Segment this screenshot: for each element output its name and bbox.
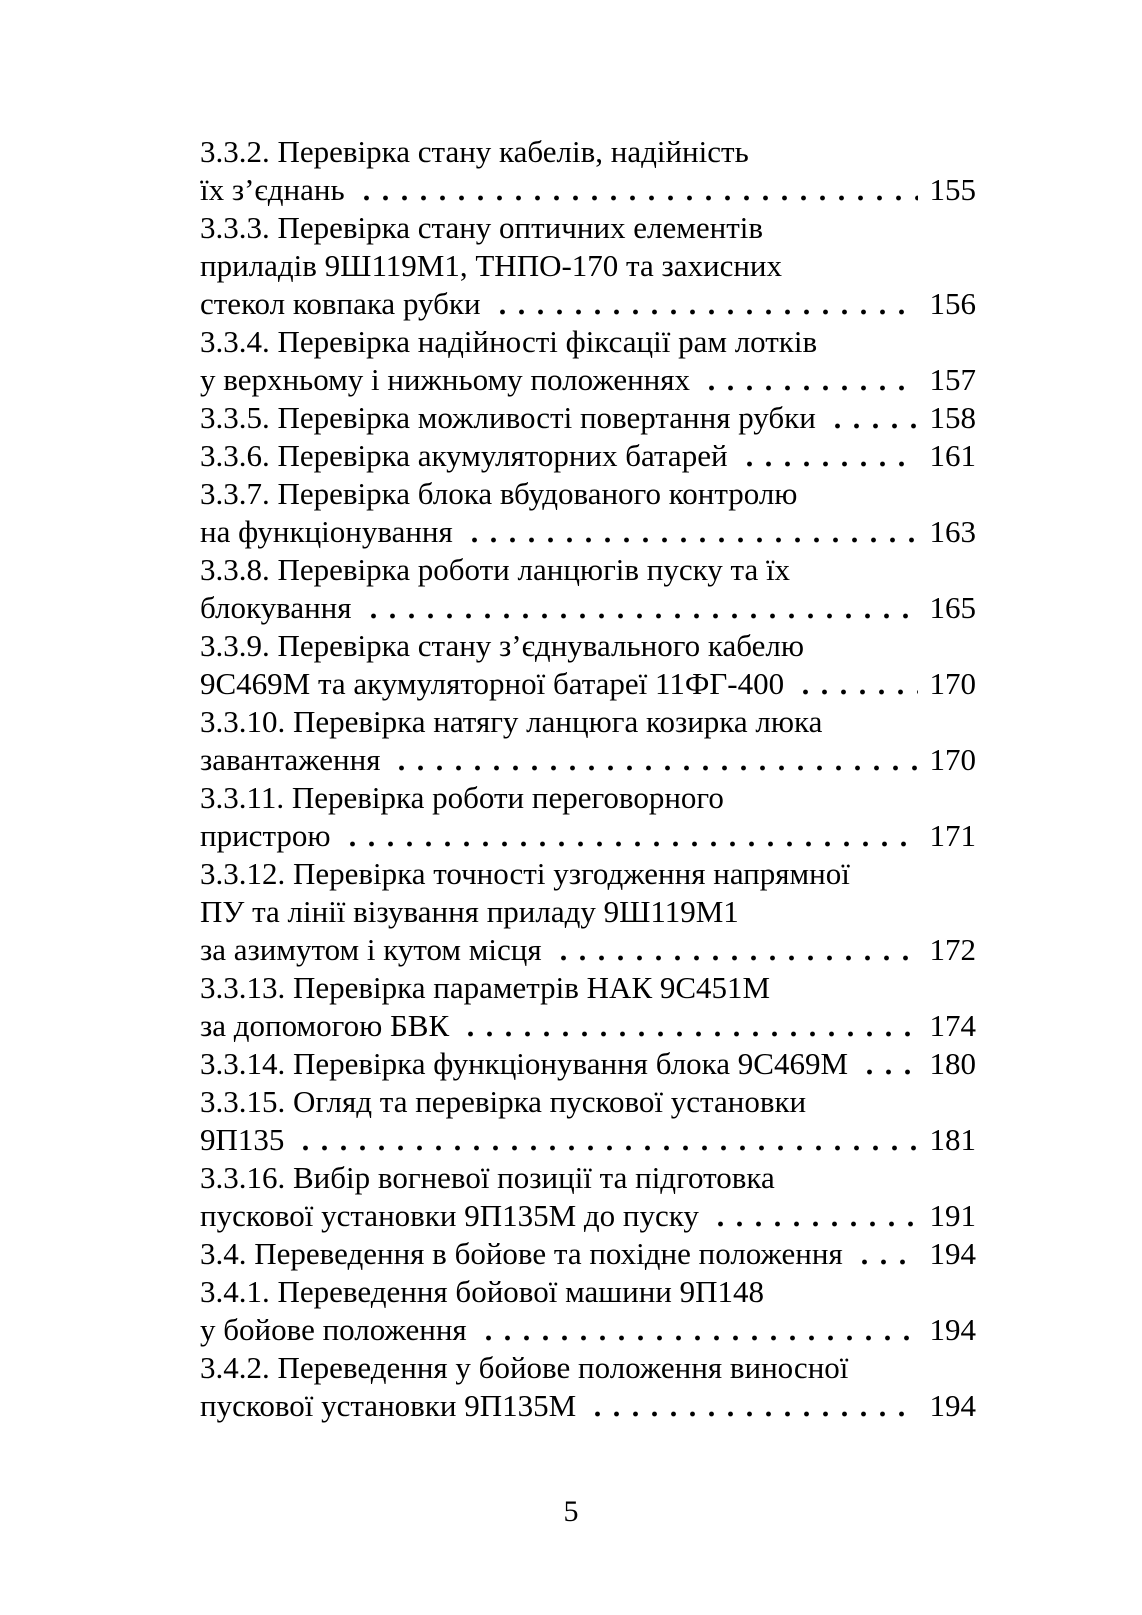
toc-line bbox=[200, 513, 976, 551]
toc-entry-text: приладів 9Ш119М1, ТНПО-170 та захисних bbox=[200, 248, 783, 283]
toc-entry-text: 3.4.2. Переведення у бойове положення виносної bbox=[200, 1350, 849, 1385]
toc-line bbox=[200, 361, 976, 399]
toc-line bbox=[200, 931, 976, 969]
toc-line bbox=[200, 1273, 976, 1311]
dot-leader bbox=[711, 1197, 918, 1235]
toc-line bbox=[200, 741, 976, 779]
table-of-contents bbox=[200, 133, 976, 1425]
toc-page-number: 158 bbox=[929, 400, 976, 435]
toc-entry-text: на функціонування bbox=[200, 514, 453, 549]
toc-line bbox=[200, 1349, 976, 1387]
toc-line bbox=[200, 1083, 976, 1121]
toc-page-number: 171 bbox=[929, 818, 976, 853]
toc-line bbox=[200, 779, 976, 817]
toc-page-number: 170 bbox=[929, 742, 976, 777]
toc-line bbox=[200, 323, 976, 361]
toc-line bbox=[200, 437, 976, 475]
dot-leader bbox=[588, 1387, 918, 1425]
toc-entry-text: 3.3.12. Перевірка точності узгодження напрямної bbox=[200, 856, 850, 891]
toc-line bbox=[200, 1197, 976, 1235]
toc-entry-text: 3.3.16. Вибір вогневої позиції та підготовка bbox=[200, 1160, 775, 1195]
dot-leader bbox=[855, 1235, 918, 1273]
toc-entry-text: 3.3.15. Огляд та перевірка пускової установки bbox=[200, 1084, 807, 1119]
dot-leader bbox=[860, 1045, 918, 1083]
toc-page-number: 194 bbox=[929, 1236, 976, 1271]
toc-entry-text: завантаження bbox=[200, 742, 381, 777]
dot-leader bbox=[796, 665, 918, 703]
toc-entry-text: 3.3.4. Перевірка надійності фіксації рам лотків bbox=[200, 324, 818, 359]
dot-leader bbox=[493, 285, 918, 323]
dot-leader bbox=[465, 513, 918, 551]
dot-leader bbox=[461, 1007, 918, 1045]
toc-page-number: 156 bbox=[929, 286, 976, 321]
toc-entry-text: 3.3.7. Перевірка блока вбудованого контролю bbox=[200, 476, 798, 511]
toc-line bbox=[200, 475, 976, 513]
toc-line bbox=[200, 893, 976, 931]
toc-page-number: 165 bbox=[929, 590, 976, 625]
toc-page-number: 172 bbox=[929, 932, 976, 967]
toc-page-number: 191 bbox=[929, 1198, 976, 1233]
toc-entry-text: 3.4. Переведення в бойове та похідне положення bbox=[200, 1236, 843, 1271]
toc-entry-text: 3.3.10. Перевірка натягу ланцюга козирка люка bbox=[200, 704, 823, 739]
toc-page-number: 157 bbox=[929, 362, 976, 397]
dot-leader bbox=[740, 437, 918, 475]
toc-entry-text: 9С469М та акумуляторної батареї 11ФГ-400 bbox=[200, 666, 785, 701]
toc-entry-text: 3.4.1. Переведення бойової машини 9П148 bbox=[200, 1274, 765, 1309]
dot-leader bbox=[392, 741, 918, 779]
dot-leader bbox=[554, 931, 918, 969]
dot-leader bbox=[364, 589, 918, 627]
toc-entry-text: за азимутом і кутом місця bbox=[200, 932, 542, 967]
toc-line bbox=[200, 171, 976, 209]
toc-page-number: 194 bbox=[929, 1388, 976, 1423]
toc-entry-text: 9П135 bbox=[200, 1122, 285, 1157]
dot-leader bbox=[702, 361, 918, 399]
toc-entry-text: 3.3.13. Перевірка параметрів НАК 9С451М bbox=[200, 970, 771, 1005]
dot-leader bbox=[828, 399, 918, 437]
toc-line bbox=[200, 1007, 976, 1045]
toc-line bbox=[200, 285, 976, 323]
toc-line bbox=[200, 589, 976, 627]
toc-line bbox=[200, 703, 976, 741]
toc-line bbox=[200, 1045, 976, 1083]
toc-line bbox=[200, 1311, 976, 1349]
toc-page-number: 174 bbox=[929, 1008, 976, 1043]
toc-entry-text: пускової установки 9П135М до пуску bbox=[200, 1198, 699, 1233]
dot-leader bbox=[343, 817, 918, 855]
toc-entry-text: 3.3.11. Перевірка роботи переговорного bbox=[200, 780, 724, 815]
toc-line bbox=[200, 855, 976, 893]
toc-entry-text: 3.3.14. Перевірка функціонування блока 9С469М bbox=[200, 1046, 849, 1081]
toc-line bbox=[200, 209, 976, 247]
toc-page-number: 181 bbox=[929, 1122, 976, 1157]
dot-leader bbox=[479, 1311, 918, 1349]
toc-page-number: 163 bbox=[929, 514, 976, 549]
toc-line bbox=[200, 1235, 976, 1273]
toc-page-number: 155 bbox=[929, 172, 976, 207]
toc-line bbox=[200, 1159, 976, 1197]
toc-entry-text: за допомогою БВК bbox=[200, 1008, 450, 1043]
toc-entry-text: у бойове положення bbox=[200, 1312, 467, 1347]
toc-entry-text: 3.3.2. Перевірка стану кабелів, надійність bbox=[200, 134, 749, 169]
toc-page-number: 161 bbox=[929, 438, 976, 473]
toc-entry-text: їх з’єднань bbox=[200, 172, 345, 207]
toc-line bbox=[200, 665, 976, 703]
toc-entry-text: пускової установки 9П135М bbox=[200, 1388, 577, 1423]
toc-entry-text: пристрою bbox=[200, 818, 331, 853]
page-number: 5 bbox=[563, 1495, 579, 1528]
dot-leader bbox=[357, 171, 918, 209]
toc-line bbox=[200, 627, 976, 665]
toc-entry-text: 3.3.5. Перевірка можливості повертання рубки bbox=[200, 400, 816, 435]
toc-page-number: 194 bbox=[929, 1312, 976, 1347]
toc-line bbox=[200, 133, 976, 171]
toc-line bbox=[200, 551, 976, 589]
toc-line bbox=[200, 247, 976, 285]
toc-line bbox=[200, 1121, 976, 1159]
toc-entry-text: стекол ковпака рубки bbox=[200, 286, 481, 321]
toc-line bbox=[200, 1387, 976, 1425]
toc-entry-text: блокування bbox=[200, 590, 352, 625]
toc-page-number: 170 bbox=[929, 666, 976, 701]
toc-entry-text: 3.3.3. Перевірка стану оптичних елементів bbox=[200, 210, 764, 245]
toc-entry-text: у верхньому і нижньому положеннях bbox=[200, 362, 691, 397]
toc-entry-text: 3.3.6. Перевірка акумуляторних батарей bbox=[200, 438, 728, 473]
toc-entry-text: ПУ та лінії візування приладу 9Ш119М1 bbox=[200, 894, 739, 929]
toc-line bbox=[200, 399, 976, 437]
toc-entry-text: 3.3.8. Перевірка роботи ланцюгів пуску та їх bbox=[200, 552, 791, 587]
toc-line bbox=[200, 969, 976, 1007]
toc-entry-text: 3.3.9. Перевірка стану з’єднувального кабелю bbox=[200, 628, 805, 663]
dot-leader bbox=[296, 1121, 918, 1159]
toc-page-number: 180 bbox=[929, 1046, 976, 1081]
toc-line bbox=[200, 817, 976, 855]
